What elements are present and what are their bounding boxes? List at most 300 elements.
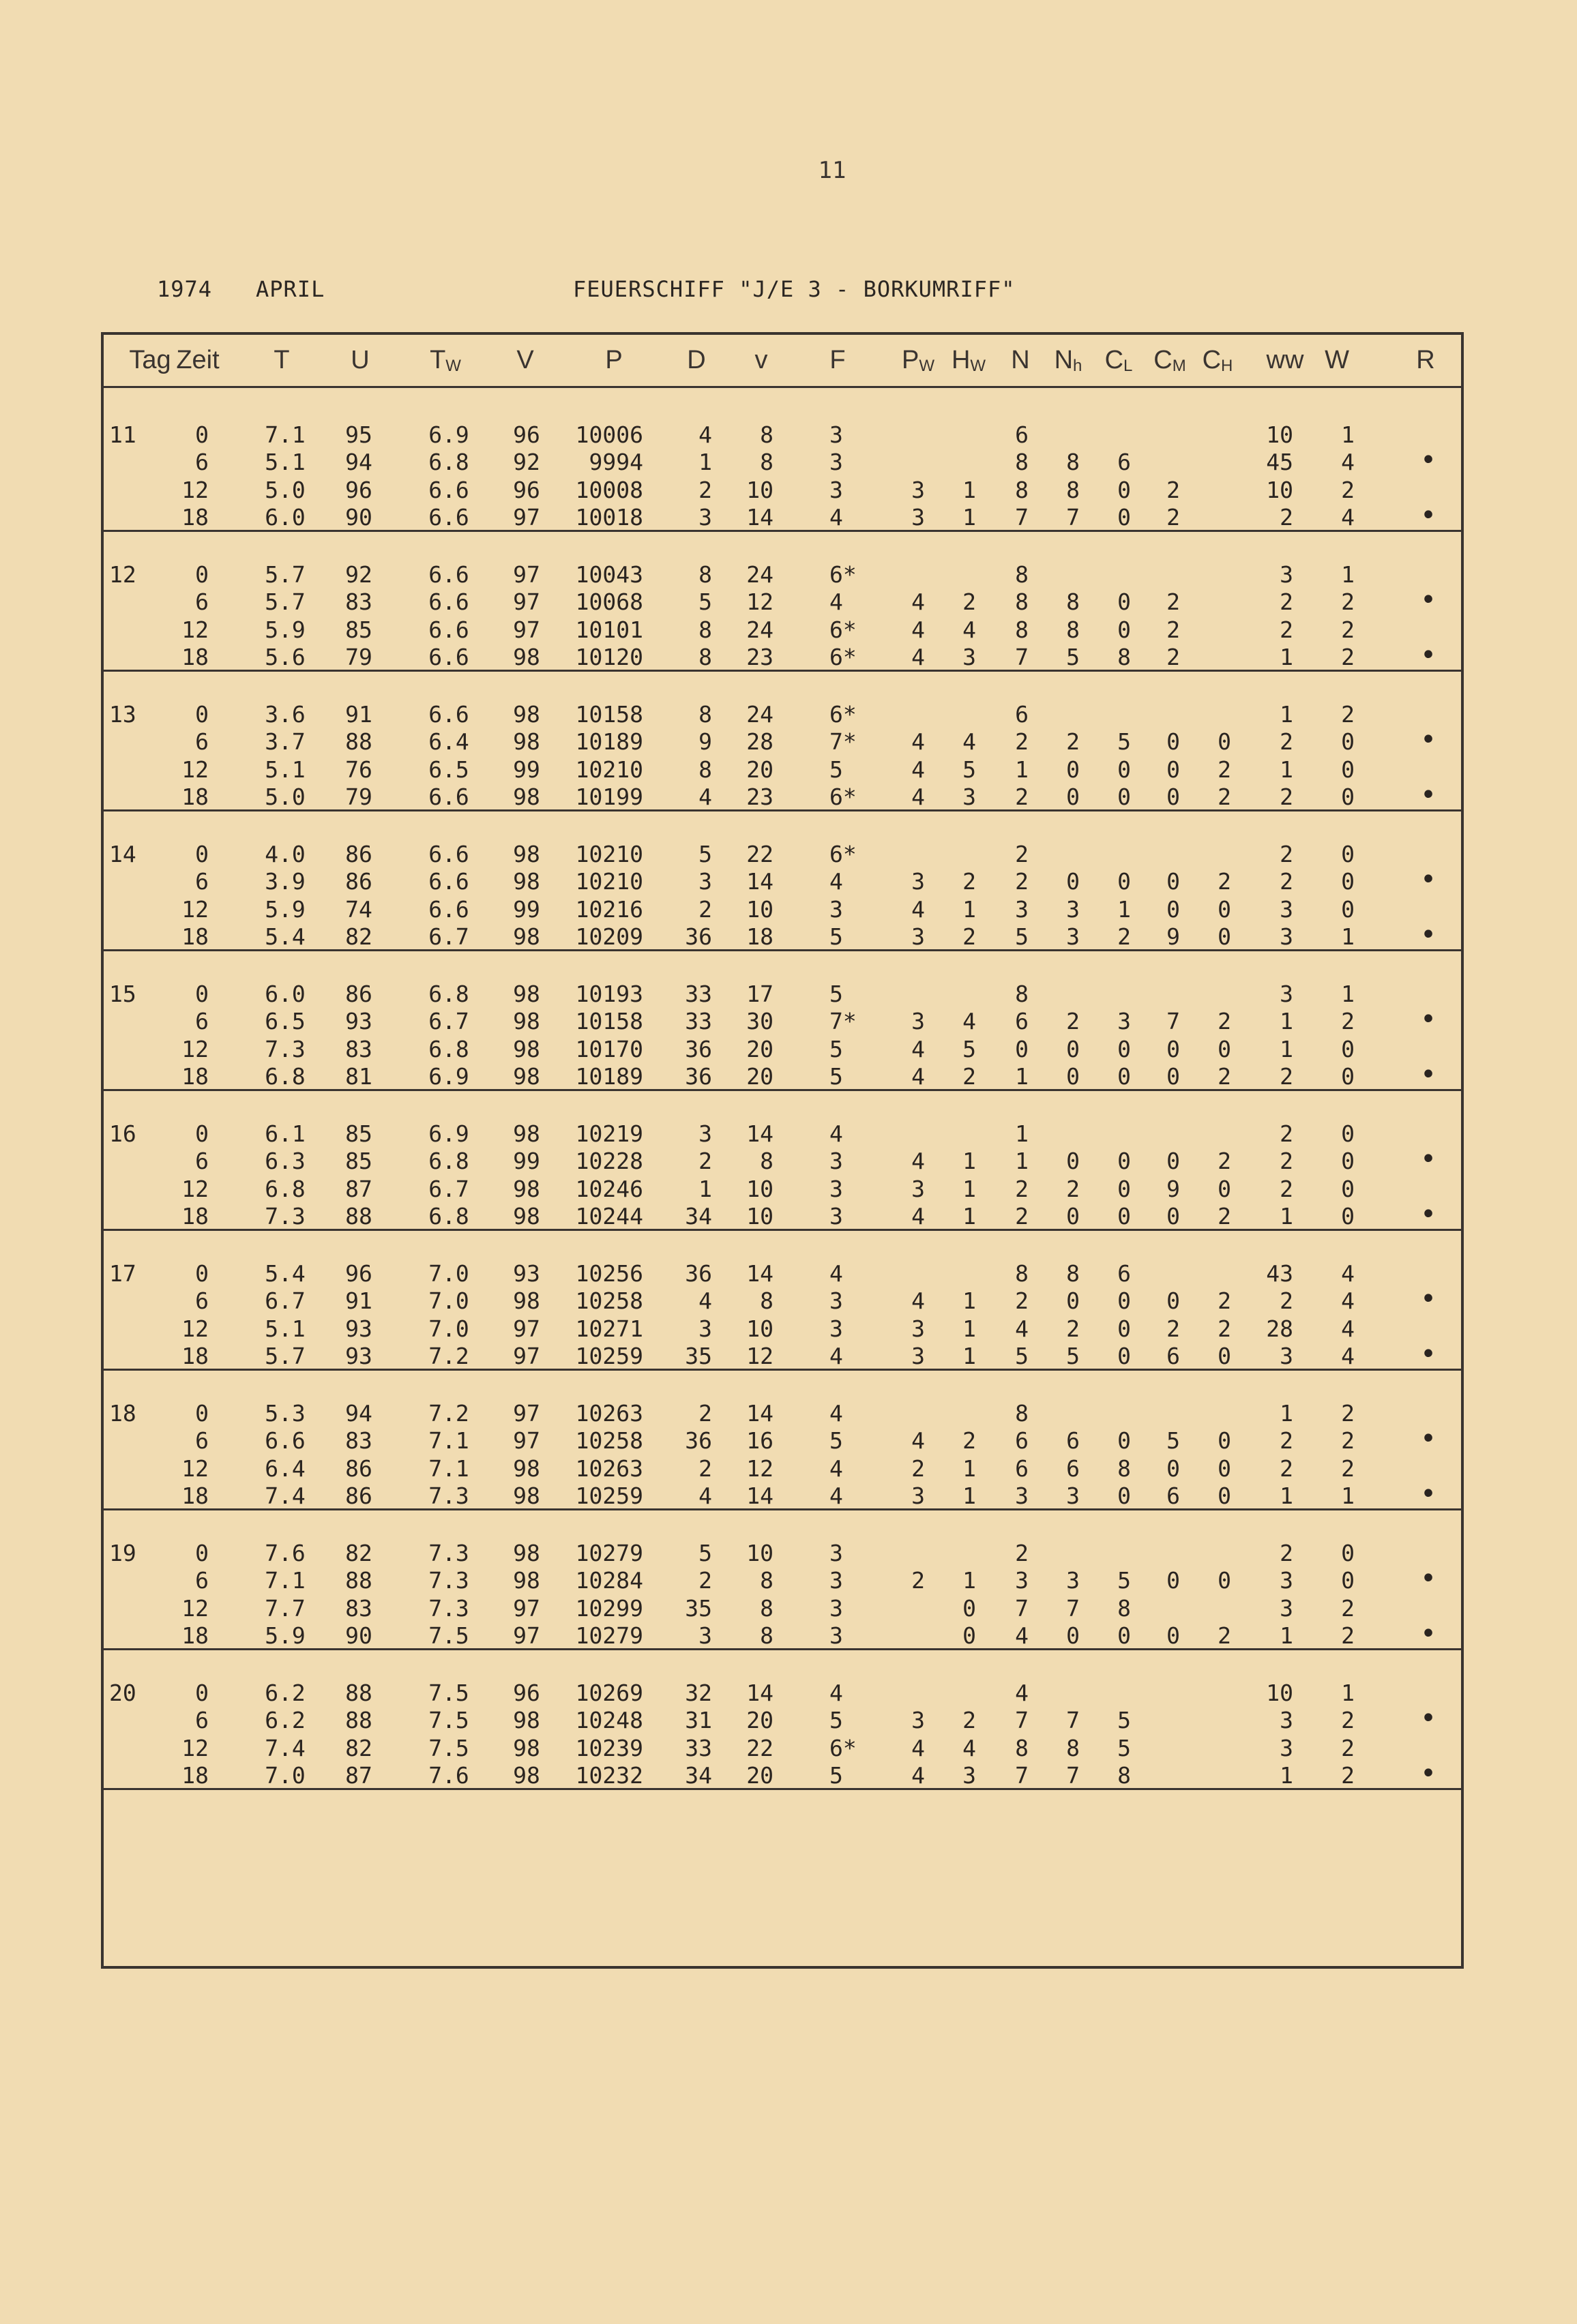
cell-d: 36 — [685, 1063, 712, 1090]
cell-v: 22 — [746, 841, 773, 867]
cell-zeit: 6 — [195, 728, 209, 755]
cell-ww: 1 — [1280, 1008, 1293, 1034]
cell-t: 6.2 — [265, 1680, 306, 1706]
cell-nh: 3 — [1066, 923, 1080, 950]
cell-f: 6* — [829, 1735, 857, 1761]
cell-v: 14 — [746, 868, 773, 895]
cell-zeit: 6 — [195, 1287, 209, 1314]
cell-tw: 7.6 — [428, 1762, 469, 1789]
cell-hw: 4 — [962, 1008, 976, 1034]
cell-f: 6* — [829, 644, 857, 670]
cell-tw: 6.8 — [428, 1148, 469, 1174]
cell-u: 93 — [345, 1315, 372, 1342]
cell-nh: 8 — [1066, 1735, 1080, 1761]
cell-cm: 6 — [1166, 1483, 1180, 1509]
cell-hw: 1 — [962, 896, 976, 923]
cell-nh: 7 — [1066, 1762, 1080, 1789]
cell-cl: 0 — [1117, 1315, 1131, 1342]
table-row — [101, 445, 1464, 476]
cell-pw: 4 — [911, 1036, 925, 1062]
cell-tw: 7.3 — [428, 1540, 469, 1566]
cell-pw: 3 — [911, 1343, 925, 1369]
cell-tw: 6.4 — [428, 728, 469, 755]
cell-d: 33 — [685, 1735, 712, 1761]
cell-hw: 1 — [962, 1483, 976, 1509]
cell-v: 98 — [513, 981, 540, 1007]
cell-v: 98 — [513, 1008, 540, 1034]
cell-u: 86 — [345, 868, 372, 895]
col-cl: $C_L$ — [1104, 346, 1133, 375]
cell-p: 9994 — [589, 449, 643, 475]
cell-u: 88 — [345, 728, 372, 755]
cell-n: 8 — [1015, 981, 1029, 1007]
cell-t: 5.0 — [265, 477, 306, 503]
cell-w: 2 — [1341, 1735, 1355, 1761]
cell-zeit: 18 — [181, 1483, 209, 1509]
cell-u: 87 — [345, 1762, 372, 1789]
cell-pw: 3 — [911, 504, 925, 531]
cell-zeit: 0 — [195, 1260, 209, 1287]
cell-f: 3 — [829, 1176, 843, 1202]
cell-w: 1 — [1341, 421, 1355, 448]
table-row — [101, 1455, 1464, 1483]
cell-w: 2 — [1341, 589, 1355, 615]
cell-p: 10279 — [575, 1622, 643, 1649]
cell-p: 10258 — [575, 1427, 643, 1454]
cell-ww: 2 — [1280, 1287, 1293, 1314]
cell-pw: 4 — [911, 728, 925, 755]
cell-w: 0 — [1341, 1203, 1355, 1230]
cell-cl: 0 — [1117, 1343, 1131, 1369]
cell-n: 6 — [1015, 1008, 1029, 1034]
cell-d: 36 — [685, 1427, 712, 1454]
cell-n: 3 — [1015, 1483, 1029, 1509]
cell-tw: 7.5 — [428, 1735, 469, 1761]
cell-v: 8 — [760, 421, 773, 448]
cell-zeit: 12 — [181, 477, 209, 503]
header-month: APRIL — [256, 276, 325, 302]
cell-r: • — [1419, 779, 1437, 811]
cell-n: 2 — [1015, 1203, 1029, 1230]
cell-ww: 2 — [1280, 589, 1293, 615]
cell-v: 22 — [746, 1735, 773, 1761]
cell-n: 1 — [1015, 1063, 1029, 1090]
cell-p: 10271 — [575, 1315, 643, 1342]
table-row — [101, 1315, 1464, 1343]
cell-nh: 0 — [1066, 1148, 1080, 1174]
cell-t: 5.9 — [265, 896, 306, 923]
cell-pw: 3 — [911, 1176, 925, 1202]
cell-r: • — [1419, 1703, 1437, 1734]
cell-nh: 3 — [1066, 896, 1080, 923]
cell-w: 2 — [1341, 1707, 1355, 1733]
cell-tag: 16 — [109, 1120, 136, 1147]
cell-v: 98 — [513, 1036, 540, 1062]
cell-v: 98 — [513, 701, 540, 728]
cell-f: 4 — [829, 1455, 843, 1482]
cell-p: 10256 — [575, 1260, 643, 1287]
cell-n: 8 — [1015, 616, 1029, 643]
cell-n: 3 — [1015, 896, 1029, 923]
cell-zeit: 12 — [181, 1036, 209, 1062]
cell-v: 98 — [513, 1120, 540, 1147]
cell-zeit: 18 — [181, 1762, 209, 1789]
cell-tw: 6.6 — [428, 701, 469, 728]
cell-n: 7 — [1015, 1707, 1029, 1733]
cell-t: 6.0 — [265, 981, 306, 1007]
cell-ww: 3 — [1280, 1343, 1293, 1369]
cell-d: 3 — [698, 1120, 712, 1147]
cell-f: 4 — [829, 1260, 843, 1287]
cell-f: 4 — [829, 504, 843, 531]
cell-v: 14 — [746, 1120, 773, 1147]
table-row — [101, 756, 1464, 784]
cell-v: 98 — [513, 1063, 540, 1090]
cell-u: 85 — [345, 616, 372, 643]
cell-d: 8 — [698, 701, 712, 728]
cell-ww: 3 — [1280, 1595, 1293, 1622]
cell-nh: 5 — [1066, 644, 1080, 670]
cell-v: 99 — [513, 1148, 540, 1174]
cell-n: 2 — [1015, 728, 1029, 755]
cell-tw: 6.6 — [428, 644, 469, 670]
cell-t: 5.0 — [265, 784, 306, 810]
cell-zeit: 0 — [195, 561, 209, 588]
table-row — [101, 616, 1464, 644]
cell-ch: 2 — [1218, 784, 1231, 810]
cell-d: 2 — [698, 1148, 712, 1174]
cell-v: 23 — [746, 644, 773, 670]
cell-cl: 0 — [1117, 1036, 1131, 1062]
cell-tw: 6.6 — [428, 477, 469, 503]
cell-t: 3.7 — [265, 728, 306, 755]
cell-d: 3 — [698, 1315, 712, 1342]
cell-t: 6.8 — [265, 1176, 306, 1202]
cell-d: 35 — [685, 1595, 712, 1622]
cell-pw: 4 — [911, 616, 925, 643]
cell-w: 0 — [1341, 784, 1355, 810]
col-ww: ww — [1266, 346, 1304, 374]
cell-hw: 1 — [962, 1203, 976, 1230]
cell-v: 28 — [746, 728, 773, 755]
cell-f: 5 — [829, 1762, 843, 1789]
col-w: W — [1325, 346, 1349, 374]
table-row — [101, 1595, 1464, 1622]
cell-v: 12 — [746, 1455, 773, 1482]
cell-r: • — [1419, 1618, 1437, 1650]
cell-t: 7.6 — [265, 1540, 306, 1566]
cell-ch: 0 — [1218, 896, 1231, 923]
cell-v: 97 — [513, 1315, 540, 1342]
cell-u: 94 — [345, 449, 372, 475]
cell-cl: 0 — [1117, 1483, 1131, 1509]
cell-f: 4 — [829, 1680, 843, 1706]
cell-cl: 0 — [1117, 1427, 1131, 1454]
cell-zeit: 6 — [195, 1707, 209, 1733]
cell-t: 6.1 — [265, 1120, 306, 1147]
cell-cm: 6 — [1166, 1343, 1180, 1369]
cell-r: • — [1419, 1059, 1437, 1090]
col-cm: $C_M$ — [1153, 346, 1186, 375]
cell-ww: 10 — [1266, 421, 1293, 448]
cell-t: 5.9 — [265, 616, 306, 643]
cell-pw: 4 — [911, 644, 925, 670]
cell-v: 14 — [746, 504, 773, 531]
cell-zeit: 0 — [195, 1680, 209, 1706]
cell-d: 9 — [698, 728, 712, 755]
cell-n: 6 — [1015, 701, 1029, 728]
cell-n: 7 — [1015, 1762, 1029, 1789]
table-row — [101, 1036, 1464, 1063]
cell-f: 3 — [829, 1287, 843, 1314]
day-block — [101, 392, 1464, 532]
cell-u: 83 — [345, 589, 372, 615]
cell-n: 4 — [1015, 1622, 1029, 1649]
cell-w: 4 — [1341, 1287, 1355, 1314]
cell-d: 34 — [685, 1203, 712, 1230]
cell-t: 5.7 — [265, 589, 306, 615]
cell-cl: 5 — [1117, 728, 1131, 755]
cell-d: 5 — [698, 841, 712, 867]
cell-v: 30 — [746, 1008, 773, 1034]
cell-cl: 0 — [1117, 616, 1131, 643]
cell-p: 10258 — [575, 1287, 643, 1314]
cell-p: 10006 — [575, 421, 643, 448]
cell-p: 10248 — [575, 1707, 643, 1733]
cell-n: 6 — [1015, 1427, 1029, 1454]
cell-ww: 1 — [1280, 1622, 1293, 1649]
cell-pw: 3 — [911, 868, 925, 895]
table-row — [101, 1059, 1464, 1090]
table-row — [101, 1735, 1464, 1762]
cell-cl: 0 — [1117, 1063, 1131, 1090]
cell-w: 0 — [1341, 1063, 1355, 1090]
cell-f: 3 — [829, 1622, 843, 1649]
cell-u: 86 — [345, 981, 372, 1007]
cell-hw: 2 — [962, 589, 976, 615]
cell-w: 0 — [1341, 1120, 1355, 1147]
cell-ch: 0 — [1218, 1036, 1231, 1062]
cell-nh: 0 — [1066, 1063, 1080, 1090]
cell-f: 4 — [829, 589, 843, 615]
cell-cm: 9 — [1166, 923, 1180, 950]
cell-u: 85 — [345, 1148, 372, 1174]
cell-ww: 3 — [1280, 896, 1293, 923]
cell-n: 2 — [1015, 1176, 1029, 1202]
cell-v: 8 — [760, 1567, 773, 1594]
cell-t: 5.4 — [265, 923, 306, 950]
col-p: P — [605, 346, 623, 374]
cell-tw: 6.6 — [428, 784, 469, 810]
cell-n: 7 — [1015, 504, 1029, 531]
cell-pw: 2 — [911, 1455, 925, 1482]
cell-cm: 0 — [1166, 1567, 1180, 1594]
cell-nh: 2 — [1066, 1315, 1080, 1342]
cell-v: 92 — [513, 449, 540, 475]
cell-w: 1 — [1341, 923, 1355, 950]
cell-tw: 7.1 — [428, 1455, 469, 1482]
cell-v: 98 — [513, 784, 540, 810]
cell-d: 32 — [685, 1680, 712, 1706]
cell-v: 99 — [513, 756, 540, 783]
cell-tw: 6.6 — [428, 589, 469, 615]
cell-v: 97 — [513, 1400, 540, 1427]
cell-nh: 2 — [1066, 1008, 1080, 1034]
cell-cm: 0 — [1166, 784, 1180, 810]
cell-cl: 5 — [1117, 1567, 1131, 1594]
cell-n: 8 — [1015, 477, 1029, 503]
cell-hw: 4 — [962, 616, 976, 643]
cell-v: 24 — [746, 561, 773, 588]
cell-cl: 8 — [1117, 1595, 1131, 1622]
cell-cl: 0 — [1117, 1148, 1131, 1174]
cell-ww: 1 — [1280, 756, 1293, 783]
cell-zeit: 12 — [181, 616, 209, 643]
cell-hw: 2 — [962, 1063, 976, 1090]
cell-v: 12 — [746, 1343, 773, 1369]
cell-nh: 0 — [1066, 1036, 1080, 1062]
cell-w: 0 — [1341, 896, 1355, 923]
cell-pw: 4 — [911, 589, 925, 615]
cell-w: 2 — [1341, 1427, 1355, 1454]
cell-n: 6 — [1015, 421, 1029, 448]
col-zeit: Zeit — [176, 346, 220, 374]
cell-v: 97 — [513, 616, 540, 643]
cell-ww: 10 — [1266, 477, 1293, 503]
cell-n: 7 — [1015, 644, 1029, 670]
cell-d: 3 — [698, 504, 712, 531]
cell-nh: 2 — [1066, 728, 1080, 755]
cell-v: 14 — [746, 1483, 773, 1509]
cell-d: 4 — [698, 1287, 712, 1314]
cell-ww: 28 — [1266, 1315, 1293, 1342]
cell-ch: 0 — [1218, 1483, 1231, 1509]
cell-tw: 6.9 — [428, 1120, 469, 1147]
cell-tw: 6.6 — [428, 841, 469, 867]
cell-w: 0 — [1341, 841, 1355, 867]
cell-tw: 6.5 — [428, 756, 469, 783]
cell-v: 10 — [746, 1540, 773, 1566]
cell-ww: 3 — [1280, 1735, 1293, 1761]
cell-r: • — [1419, 584, 1437, 616]
col-t: T — [274, 346, 290, 374]
cell-pw: 3 — [911, 477, 925, 503]
cell-v: 98 — [513, 728, 540, 755]
cell-ch: 0 — [1218, 1176, 1231, 1202]
cell-u: 81 — [345, 1063, 372, 1090]
cell-ch: 2 — [1218, 1203, 1231, 1230]
cell-hw: 0 — [962, 1622, 976, 1649]
cell-ww: 2 — [1280, 1427, 1293, 1454]
cell-v: 98 — [513, 1762, 540, 1789]
cell-cl: 6 — [1117, 1260, 1131, 1287]
cell-p: 10210 — [575, 841, 643, 867]
table-row — [101, 779, 1464, 811]
cell-nh: 8 — [1066, 1260, 1080, 1287]
cell-hw: 4 — [962, 728, 976, 755]
cell-pw: 4 — [911, 784, 925, 810]
cell-hw: 0 — [962, 1595, 976, 1622]
table-row — [101, 701, 1464, 728]
cell-tag: 13 — [109, 701, 136, 728]
cell-n: 1 — [1015, 1120, 1029, 1147]
cell-cl: 0 — [1117, 1287, 1131, 1314]
cell-v: 97 — [513, 1427, 540, 1454]
table-row — [101, 981, 1464, 1008]
table-row — [101, 500, 1464, 531]
cell-f: 6* — [829, 841, 857, 867]
cell-pw: 4 — [911, 1148, 925, 1174]
cell-p: 10189 — [575, 728, 643, 755]
cell-n: 0 — [1015, 1036, 1029, 1062]
cell-hw: 2 — [962, 868, 976, 895]
cell-zeit: 12 — [181, 1595, 209, 1622]
col-tw: $T_W$ — [430, 346, 461, 375]
cell-r: • — [1419, 1478, 1437, 1510]
cell-d: 36 — [685, 1036, 712, 1062]
cell-nh: 0 — [1066, 1622, 1080, 1649]
cell-u: 88 — [345, 1707, 372, 1733]
cell-v: 20 — [746, 1063, 773, 1090]
cell-v: 98 — [513, 1287, 540, 1314]
cell-ch: 0 — [1218, 1567, 1231, 1594]
cell-w: 2 — [1341, 1455, 1355, 1482]
cell-zeit: 0 — [195, 1120, 209, 1147]
cell-u: 96 — [345, 1260, 372, 1287]
cell-t: 6.8 — [265, 1063, 306, 1090]
cell-u: 74 — [345, 896, 372, 923]
cell-t: 6.2 — [265, 1707, 306, 1733]
cell-v: 20 — [746, 1762, 773, 1789]
cell-cm: 5 — [1166, 1427, 1180, 1454]
cell-d: 8 — [698, 616, 712, 643]
col-u: U — [351, 346, 370, 374]
cell-tw: 6.6 — [428, 504, 469, 531]
cell-v: 14 — [746, 1680, 773, 1706]
cell-v: 97 — [513, 1622, 540, 1649]
cell-tag: 14 — [109, 841, 136, 867]
cell-cl: 0 — [1117, 756, 1131, 783]
cell-f: 7* — [829, 1008, 857, 1034]
cell-f: 4 — [829, 1400, 843, 1427]
cell-w: 2 — [1341, 616, 1355, 643]
cell-u: 83 — [345, 1036, 372, 1062]
cell-zeit: 0 — [195, 421, 209, 448]
cell-v: 24 — [746, 616, 773, 643]
cell-p: 10259 — [575, 1343, 643, 1369]
cell-v: 96 — [513, 477, 540, 503]
cell-t: 5.1 — [265, 1315, 306, 1342]
cell-n: 2 — [1015, 868, 1029, 895]
cell-ww: 2 — [1280, 868, 1293, 895]
cell-tw: 7.5 — [428, 1622, 469, 1649]
cell-d: 1 — [698, 1176, 712, 1202]
cell-tag: 18 — [109, 1400, 136, 1427]
cell-tag: 15 — [109, 981, 136, 1007]
cell-u: 88 — [345, 1680, 372, 1706]
cell-w: 0 — [1341, 1567, 1355, 1594]
cell-hw: 1 — [962, 1287, 976, 1314]
cell-v: 97 — [513, 589, 540, 615]
table-row — [101, 1400, 1464, 1427]
day-block — [101, 672, 1464, 811]
table-row — [101, 561, 1464, 589]
cell-d: 2 — [698, 1455, 712, 1482]
cell-p: 10210 — [575, 756, 643, 783]
cell-ww: 2 — [1280, 1063, 1293, 1090]
header-station: FEUERSCHIFF "J/E 3 - BORKUMRIFF" — [573, 276, 1016, 302]
cell-tw: 6.7 — [428, 1008, 469, 1034]
